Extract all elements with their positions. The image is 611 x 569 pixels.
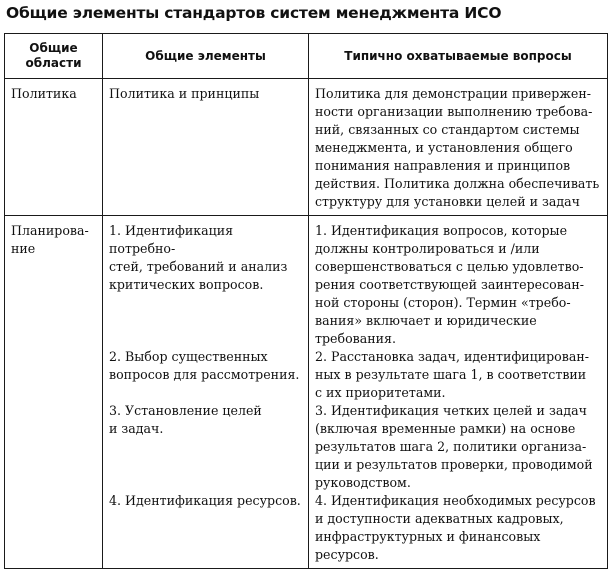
standards-table (4, 33, 608, 569)
area-cell: Планирова- ние (5, 216, 103, 569)
question-item: 4. Идентификация необходимых ресурсов и доступности адекватных кадровых, инфраструктурных и финансовых ресурсов. (315, 493, 596, 562)
header-common-elements: Общие элементы (103, 34, 309, 79)
element-item: 3. Установление целей и задач. (109, 403, 262, 436)
page-title: Общие элементы стандартов систем менеджмента ИСО (6, 4, 502, 22)
area-cell: Политика (5, 79, 103, 216)
questions-cell (309, 216, 608, 569)
elements-cell (103, 216, 309, 569)
table-header-row (5, 34, 608, 79)
question-item: 3. Идентификация четких целей и задач (включая временные рамки) на основе результатов шага 2, политики организа- ции и результатов проверки, проводимой руководством. (315, 403, 593, 490)
elements-cell (103, 79, 309, 216)
element-item: 4. Идентификация ресурсов. (109, 493, 301, 508)
element-item: Политика и принципы (109, 86, 260, 101)
questions-cell (309, 79, 608, 216)
question-item: 1. Идентификация вопросов, которые должны контролироваться и /или совершенствоваться с целью удовлетво- рения соответствующей заинтересован- ной стороны (сторон). Термин «требо- вания» включает и юридические требования. (315, 223, 584, 346)
header-common-areas: Общие области (5, 34, 103, 79)
table-row (5, 79, 608, 216)
element-item: 1. Идентификация потребно- стей, требований и анализ критических вопросов. (109, 223, 288, 292)
header-typical-questions: Типично охватываемые вопросы (309, 34, 608, 79)
table-row (5, 216, 608, 569)
question-item: Политика для демонстрации привержен- ности организации выполнению требова- ний, связанных со стандартом системы менеджмента, и установления общего понимания направления и принципов действия. Политика должна обеспечивать структуру для установки целей и задач (315, 86, 600, 209)
element-item: 2. Выбор существенных вопросов для рассмотрения. (109, 349, 300, 382)
question-item: 2. Расстановка задач, идентифицирован- ных в результате шага 1, в соответствии с их приоритетами. (315, 349, 589, 400)
